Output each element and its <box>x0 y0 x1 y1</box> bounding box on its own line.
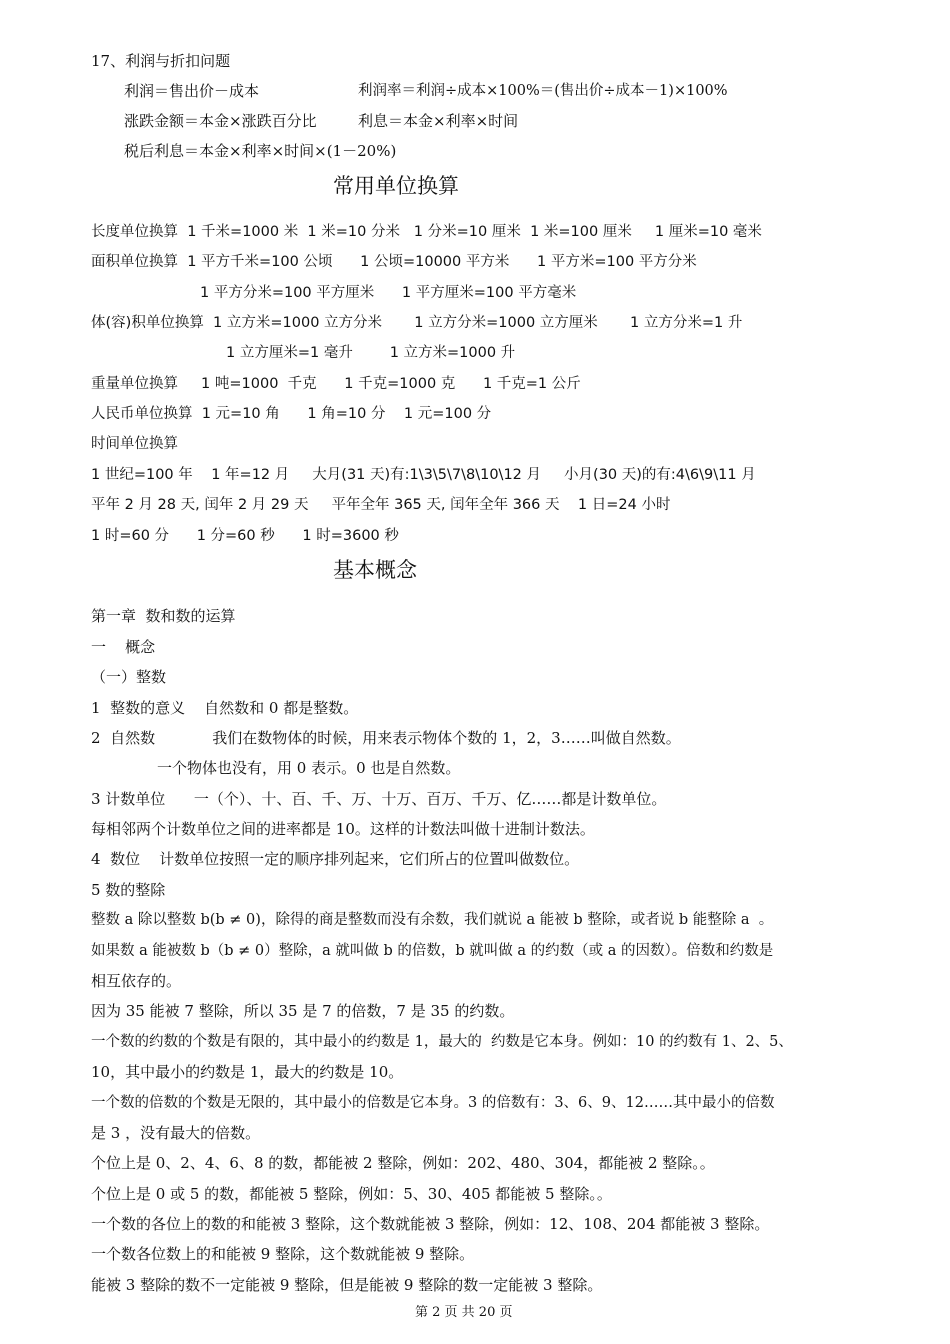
paragraph-line: 是 3 ，没有最大的倍数。 <box>91 1124 261 1142</box>
volume-conversion-2: 1 立方厘米=1 毫升 1 立方米=1000 升 <box>226 345 516 361</box>
paragraph-line: 5 数的整除 <box>91 881 166 899</box>
paragraph-line: 4 数位 计数单位按照一定的顺序排列起来，它们所占的位置叫做数位。 <box>91 850 580 868</box>
section-heading: 一 概念 <box>91 638 156 656</box>
formula-change-amount: 涨跌金额＝本金×涨跌百分比 <box>124 112 317 130</box>
formula-profit: 利润＝售出价－成本 <box>124 82 260 100</box>
formula-interest: 利息＝本金×利率×时间 <box>358 112 519 130</box>
paragraph-line: 一个数的约数的个数是有限的，其中最小的约数是 1，最大的 约数是它本身。例如：10 的约数有 1、2、5、 <box>91 1034 793 1050</box>
paragraph-line: 10，其中最小的约数是 1，最大的约数是 10。 <box>91 1063 404 1081</box>
paragraph-line: 相互依存的。 <box>91 972 182 990</box>
paragraph-line: 个位上是 0 或 5 的数，都能被 5 整除，例如：5、30、405 都能被 5 整除。。 <box>91 1185 612 1203</box>
page-footer: 第 2 页 共 20 页 <box>415 1305 513 1320</box>
subsection-heading: （一）整数 <box>91 668 167 686</box>
formula-profit-rate: 利润率＝利润÷成本×100%＝(售出价÷成本－1)×100% <box>358 83 728 99</box>
paragraph-line: 3 计数单位 一（个）、十、百、千、万、十万、百万、千万、亿……都是计数单位。 <box>91 790 667 808</box>
paragraph-line: 每相邻两个计数单位之间的进率都是 10。这样的计数法叫做十进制计数法。 <box>91 820 595 838</box>
paragraph-line: 一个物体也没有，用 0 表示。0 也是自然数。 <box>157 759 461 777</box>
chapter-heading: 第一章 数和数的运算 <box>91 607 236 625</box>
paragraph-line: 2 自然数 我们在数物体的时候，用来表示物体个数的 1，2，3……叫做自然数。 <box>91 729 681 747</box>
area-conversion-1: 面积单位换算 1 平方千米=100 公顷 1 公顷=10000 平方米 1 平方米=100 平方分米 <box>91 254 697 270</box>
paragraph-line: 一个数各位数上的和能被 9 整除，这个数就能被 9 整除。 <box>91 1245 475 1263</box>
time-conversion-2: 平年 2 月 28 天, 闰年 2 月 29 天 平年全年 365 天, 闰年全年 366 天 1 日=24 小时 <box>91 497 671 513</box>
length-conversion: 长度单位换算 1 千米=1000 米 1 米=10 分米 1 分米=10 厘米 1 米=100 厘米 1 厘米=10 毫米 <box>91 224 762 240</box>
time-conversion-1: 1 世纪=100 年 1 年=12 月 大月(31 天)有:1\3\5\7\8\10\12 月 小月(30 天)的有:4\6\9\11 月 <box>91 467 756 483</box>
paragraph-line: 能被 3 整除的数不一定能被 9 整除，但是能被 9 整除的数一定能被 3 整除。 <box>91 1276 603 1294</box>
units-title: 常用单位换算 <box>333 174 459 198</box>
time-conversion-heading: 时间单位换算 <box>91 436 178 452</box>
paragraph-line: 个位上是 0、2、4、6、8 的数，都能被 2 整除，例如：202、480、304，都能被 2 整除。。 <box>91 1154 715 1172</box>
area-conversion-2: 1 平方分米=100 平方厘米 1 平方厘米=100 平方毫米 <box>200 285 577 301</box>
paragraph-line: 1 整数的意义 自然数和 0 都是整数。 <box>91 699 359 717</box>
section-heading-profit: 17、利润与折扣问题 <box>91 52 231 70</box>
time-conversion-3: 1 时=60 分 1 分=60 秒 1 时=3600 秒 <box>91 528 399 544</box>
weight-conversion: 重量单位换算 1 吨=1000 千克 1 千克=1000 克 1 千克=1 公斤 <box>91 376 581 392</box>
concepts-title: 基本概念 <box>333 558 417 582</box>
paragraph-line: 一个数的各位上的数的和能被 3 整除，这个数就能被 3 整除，例如：12、108、204 都能被 3 整除。 <box>91 1215 770 1233</box>
formula-after-tax-interest: 税后利息＝本金×利率×时间×(1－20%) <box>124 142 397 160</box>
paragraph-line: 整数 a 除以整数 b(b ≠ 0)，除得的商是整数而没有余数，我们就说 a 能被 b 整除，或者说 b 能整除 a 。 <box>91 912 774 928</box>
paragraph-line: 一个数的倍数的个数是无限的，其中最小的倍数是它本身。3 的倍数有：3、6、9、12……其中最小的倍数 <box>91 1095 775 1111</box>
volume-conversion-1: 体(容)积单位换算 1 立方米=1000 立方分米 1 立方分米=1000 立方厘米 1 立方分米=1 升 <box>91 315 743 331</box>
paragraph-line: 如果数 a 能被数 b（b ≠ 0）整除，a 就叫做 b 的倍数，b 就叫做 a 的约数（或 a 的因数）。倍数和约数是 <box>91 943 774 959</box>
paragraph-line: 因为 35 能被 7 整除，所以 35 是 7 的倍数，7 是 35 的约数。 <box>91 1002 515 1020</box>
money-conversion: 人民币单位换算 1 元=10 角 1 角=10 分 1 元=100 分 <box>91 406 492 422</box>
